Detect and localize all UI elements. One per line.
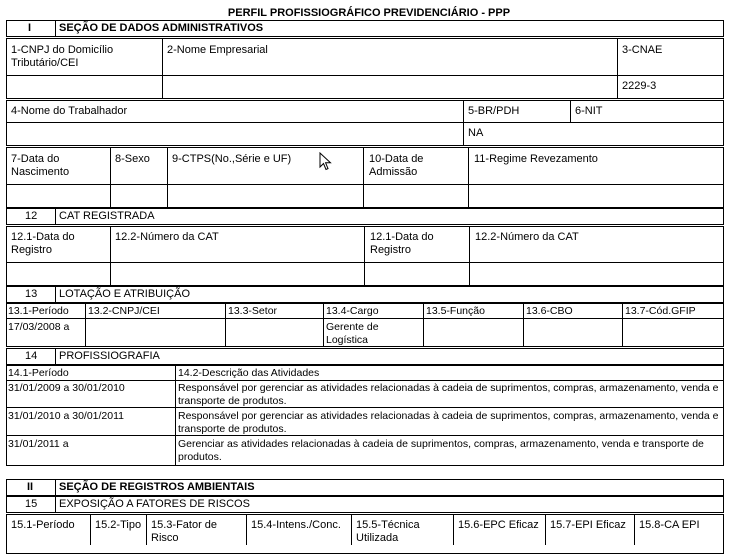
profissiografia-row-descricao: Responsável por gerenciar as atividades relacionadas à cadeia de suprimentos, compras, armazenamento, venda e transporte de produtos. <box>178 382 719 407</box>
exposicao-col-ca-epi: 15.8-CA EPI <box>639 519 700 531</box>
birth-date-label: 7-Data do Nascimento <box>11 153 70 178</box>
cat-block <box>6 226 724 286</box>
profissiografia-row-periodo: 31/01/2009 a 30/01/2010 <box>8 382 125 394</box>
exposicao-col-epi: 15.7-EPI Eficaz <box>550 519 626 531</box>
lotacao-periodo-value: 17/03/2008 a <box>8 321 70 333</box>
form-title: PERFIL PROFISSIOGRÁFICO PREVIDENCIÁRIO - PPP <box>227 7 511 19</box>
exposicao-col-fator: 15.3-Fator de Risco <box>151 519 218 544</box>
ctps-label: 9-CTPS(No.,Série e UF) <box>172 153 292 165</box>
profissiografia-row-descricao: Responsável por gerenciar as atividades relacionadas à cadeia de suprimentos, compras, armazenamento, venda e transporte de produtos. <box>178 410 719 435</box>
lotacao-col-gfip: 13.7-Cód.GFIP <box>625 305 696 317</box>
shift-regime-label: 11-Regime Revezamento <box>474 153 598 165</box>
personal-block <box>6 147 724 208</box>
lotacao-col-cnpj: 13.2-CNPJ/CEI <box>88 305 160 317</box>
cnpj-label: 1-CNPJ do Domicílio Tributário/CEI <box>11 44 114 69</box>
lotacao-col-funcao: 13.5-Função <box>426 305 485 317</box>
profissiografia-col-descricao: 14.2-Descrição das Atividades <box>178 367 320 379</box>
profissiografia-number: 14 <box>25 350 38 362</box>
exposicao-col-epc: 15.6-EPC Eficaz <box>458 519 539 531</box>
nit-label: 6-NIT <box>575 105 603 117</box>
lotacao-title: LOTAÇÃO E ATRIBUIÇÃO <box>59 288 191 300</box>
cat-number-label-2: 12.2-Número da CAT <box>475 231 579 243</box>
exposicao-col-periodo: 15.1-Período <box>11 519 75 531</box>
company-name-label: 2-Nome Empresarial <box>167 44 268 56</box>
lotacao-number: 13 <box>25 288 38 300</box>
cat-title: CAT REGISTRADA <box>59 210 155 222</box>
lotacao-cargo-value: Gerente de Logística <box>326 321 379 346</box>
exposicao-col-intensidade: 15.4-Intens./Conc. <box>251 519 341 531</box>
profissiografia-row-periodo: 31/01/2010 a 30/01/2011 <box>8 410 124 422</box>
cat-date-label-1: 12.1-Data do Registro <box>11 231 75 256</box>
cnae-label: 3-CNAE <box>622 44 663 56</box>
cnae-value: 2229-3 <box>622 80 657 92</box>
worker-name-label: 4-Nome do Trabalhador <box>11 105 128 117</box>
exposicao-title: EXPOSIÇÃO A FATORES DE RISCOS <box>59 498 250 510</box>
lotacao-col-periodo: 13.1-Período <box>8 305 69 317</box>
mouse-cursor-icon <box>319 152 333 172</box>
exposicao-number: 15 <box>25 498 38 510</box>
lotacao-col-setor: 13.3-Setor <box>228 305 278 317</box>
cat-date-label-2: 12.1-Data do Registro <box>370 231 434 256</box>
profissiografia-title: PROFISSIOGRAFIA <box>59 350 160 362</box>
section2-number: II <box>27 481 34 493</box>
profissiografia-col-periodo: 14.1-Período <box>8 367 69 379</box>
cat-number: 12 <box>25 210 38 222</box>
profissiografia-row-descricao: Gerenciar as atividades relacionadas à cadeia de suprimentos, compras, armazenamento, venda e transporte de produtos. <box>178 438 704 463</box>
section1-title: SEÇÃO DE DADOS ADMINISTRATIVOS <box>59 22 264 34</box>
admission-date-label: 10-Data de Admissão <box>369 153 424 178</box>
exposicao-col-tecnica: 15.5-Técnica Utilizada <box>356 519 420 544</box>
exposicao-col-tipo: 15.2-Tipo <box>95 519 142 531</box>
lotacao-col-cargo: 13.4-Cargo <box>326 305 379 317</box>
sex-label: 8-Sexo <box>115 153 150 165</box>
profissiografia-row-periodo: 31/01/2011 a <box>8 438 69 450</box>
lotacao-col-cbo: 13.6-CBO <box>526 305 573 317</box>
section2-title: SEÇÃO DE REGISTROS AMBIENTAIS <box>59 481 255 493</box>
br-pdh-label: 5-BR/PDH <box>468 105 520 117</box>
cat-number-label-1: 12.2-Número da CAT <box>115 231 219 243</box>
br-pdh-value: NA <box>468 127 484 139</box>
section1-number: I <box>28 22 32 34</box>
